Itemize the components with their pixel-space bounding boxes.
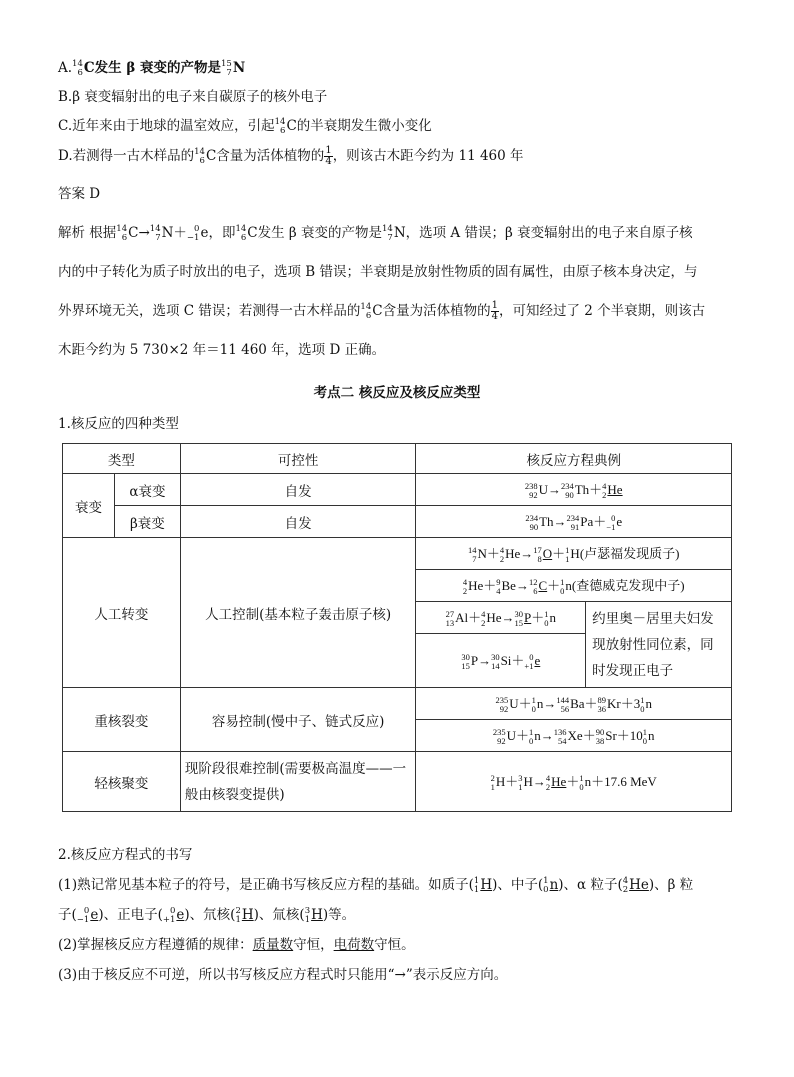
nuclear-reaction-table xyxy=(62,443,732,812)
cell-fusion-control: 现阶段很难控制(需要极高温度——一般由核裂变提供) xyxy=(180,752,416,812)
table-row xyxy=(63,474,732,506)
section-title: 考点二 核反应及核反应类型 xyxy=(313,385,481,401)
rule-2: (2)掌握核反应方程遵循的规律：质量数守恒，电荷数守恒。 xyxy=(58,937,415,953)
option-b: B.β 衰变辐射出的电子来自碳原子的核外电子 xyxy=(58,89,328,105)
cell-spontaneous: 自发 xyxy=(180,506,416,538)
cell-artificial: 人工转变 xyxy=(63,538,181,688)
table-row xyxy=(63,752,732,812)
cell-alpha-decay: α衰变 xyxy=(114,474,180,506)
eq-curie-1: 27 13Al＋4 2He→30 15P＋1 0n xyxy=(416,602,586,634)
eq-alpha: 238 92U→234 90Th＋4 2He xyxy=(416,474,732,506)
cell-fission: 重核裂变 xyxy=(63,688,181,752)
table-row xyxy=(63,688,732,720)
eq-beta: 234 90Th→234 91Pa＋ 0 −1e xyxy=(416,506,732,538)
option-a: A.14 6C发生 β 衰变的产物是15 7N xyxy=(58,58,246,78)
analysis-line-2: 内的中子转化为质子时放出的电子，选项 B 错误；半衰期是放射性物质的固有属性，由原子核本身决定，与 xyxy=(58,264,698,280)
header-type: 类型 xyxy=(63,444,181,474)
eq-rutherford: 14 7N＋4 2He→17 8O＋1 1H(卢瑟福发现质子) xyxy=(416,538,732,570)
analysis-line-4: 木距今约为 5 730×2 年＝11 460 年，选项 D 正确。 xyxy=(58,342,386,358)
table-row xyxy=(63,506,732,538)
header-controllability: 可控性 xyxy=(180,444,416,474)
eq-chadwick: 4 2He＋9 4Be→12 6C＋1 0n(查德威克发现中子) xyxy=(416,570,732,602)
cell-artificial-control: 人工控制(基本粒子轰击原子核) xyxy=(180,538,416,688)
cell-curie-note: 约里奥－居里夫妇发现放射性同位素，同时发现正电子 xyxy=(586,602,732,688)
cell-beta-decay: β衰变 xyxy=(114,506,180,538)
table-header-row xyxy=(63,444,732,474)
header-equation: 核反应方程典例 xyxy=(416,444,732,474)
rule-1-line-2: 子( 0 −1e)、正电子( 0 +1e)、氘核(2 1H)、氚核(3 1H)等。 xyxy=(58,905,356,925)
analysis-line-1: 解析 根据14 6C→14 7N＋ 0 −1e，即14 6C发生 β 衰变的产物是14 7N，选项 A 错误；β 衰变辐射出的电子来自原子核 xyxy=(58,223,693,243)
eq-fission-1: 235 92U＋1 0n→144 56Ba＋89 36Kr＋31 0n xyxy=(416,688,732,720)
subheading-2: 2.核反应方程式的书写 xyxy=(58,847,193,863)
option-d: D.若测得一古木样品的14 6C含量为活体植物的 $\frac{1}{4}$ ，则该古木距今约为 11 460 年 xyxy=(58,145,524,167)
subheading-1: 1.核反应的四种类型 xyxy=(58,416,179,432)
cell-fusion: 轻核聚变 xyxy=(63,752,181,812)
option-c: C.近年来由于地球的温室效应，引起14 6C的半衰期发生微小变化 xyxy=(58,116,432,136)
cell-fission-control: 容易控制(慢中子、链式反应) xyxy=(180,688,416,752)
answer: 答案 D xyxy=(58,186,101,202)
eq-fusion: 2 1H＋3 1H→4 2He＋1 0n＋17.6 MeV xyxy=(416,752,732,812)
analysis-line-3: 外界环境无关，选项 C 错误；若测得一古木样品的14 6C含量为活体植物的 $\frac{1}{4}$ ，可知经过了 2 个半衰期，则该古 xyxy=(58,300,706,322)
eq-fission-2: 235 92U＋1 0n→136 54Xe＋90 38Sr＋101 0n xyxy=(416,720,732,752)
table-row xyxy=(63,538,732,570)
rule-3: (3)由于核反应不可逆，所以书写核反应方程式时只能用“→”表示反应方向。 xyxy=(58,967,508,983)
rule-1-line-1: (1)熟记常见基本粒子的符号，是正确书写核反应方程的基础。如质子(1 1H)、中子(1 0n)、α 粒子(4 2He)、β 粒 xyxy=(58,875,694,895)
cell-decay: 衰变 xyxy=(63,474,115,538)
cell-spontaneous: 自发 xyxy=(180,474,416,506)
eq-curie-2: 30 15P→30 14Si＋ 0 +1e xyxy=(416,634,586,688)
